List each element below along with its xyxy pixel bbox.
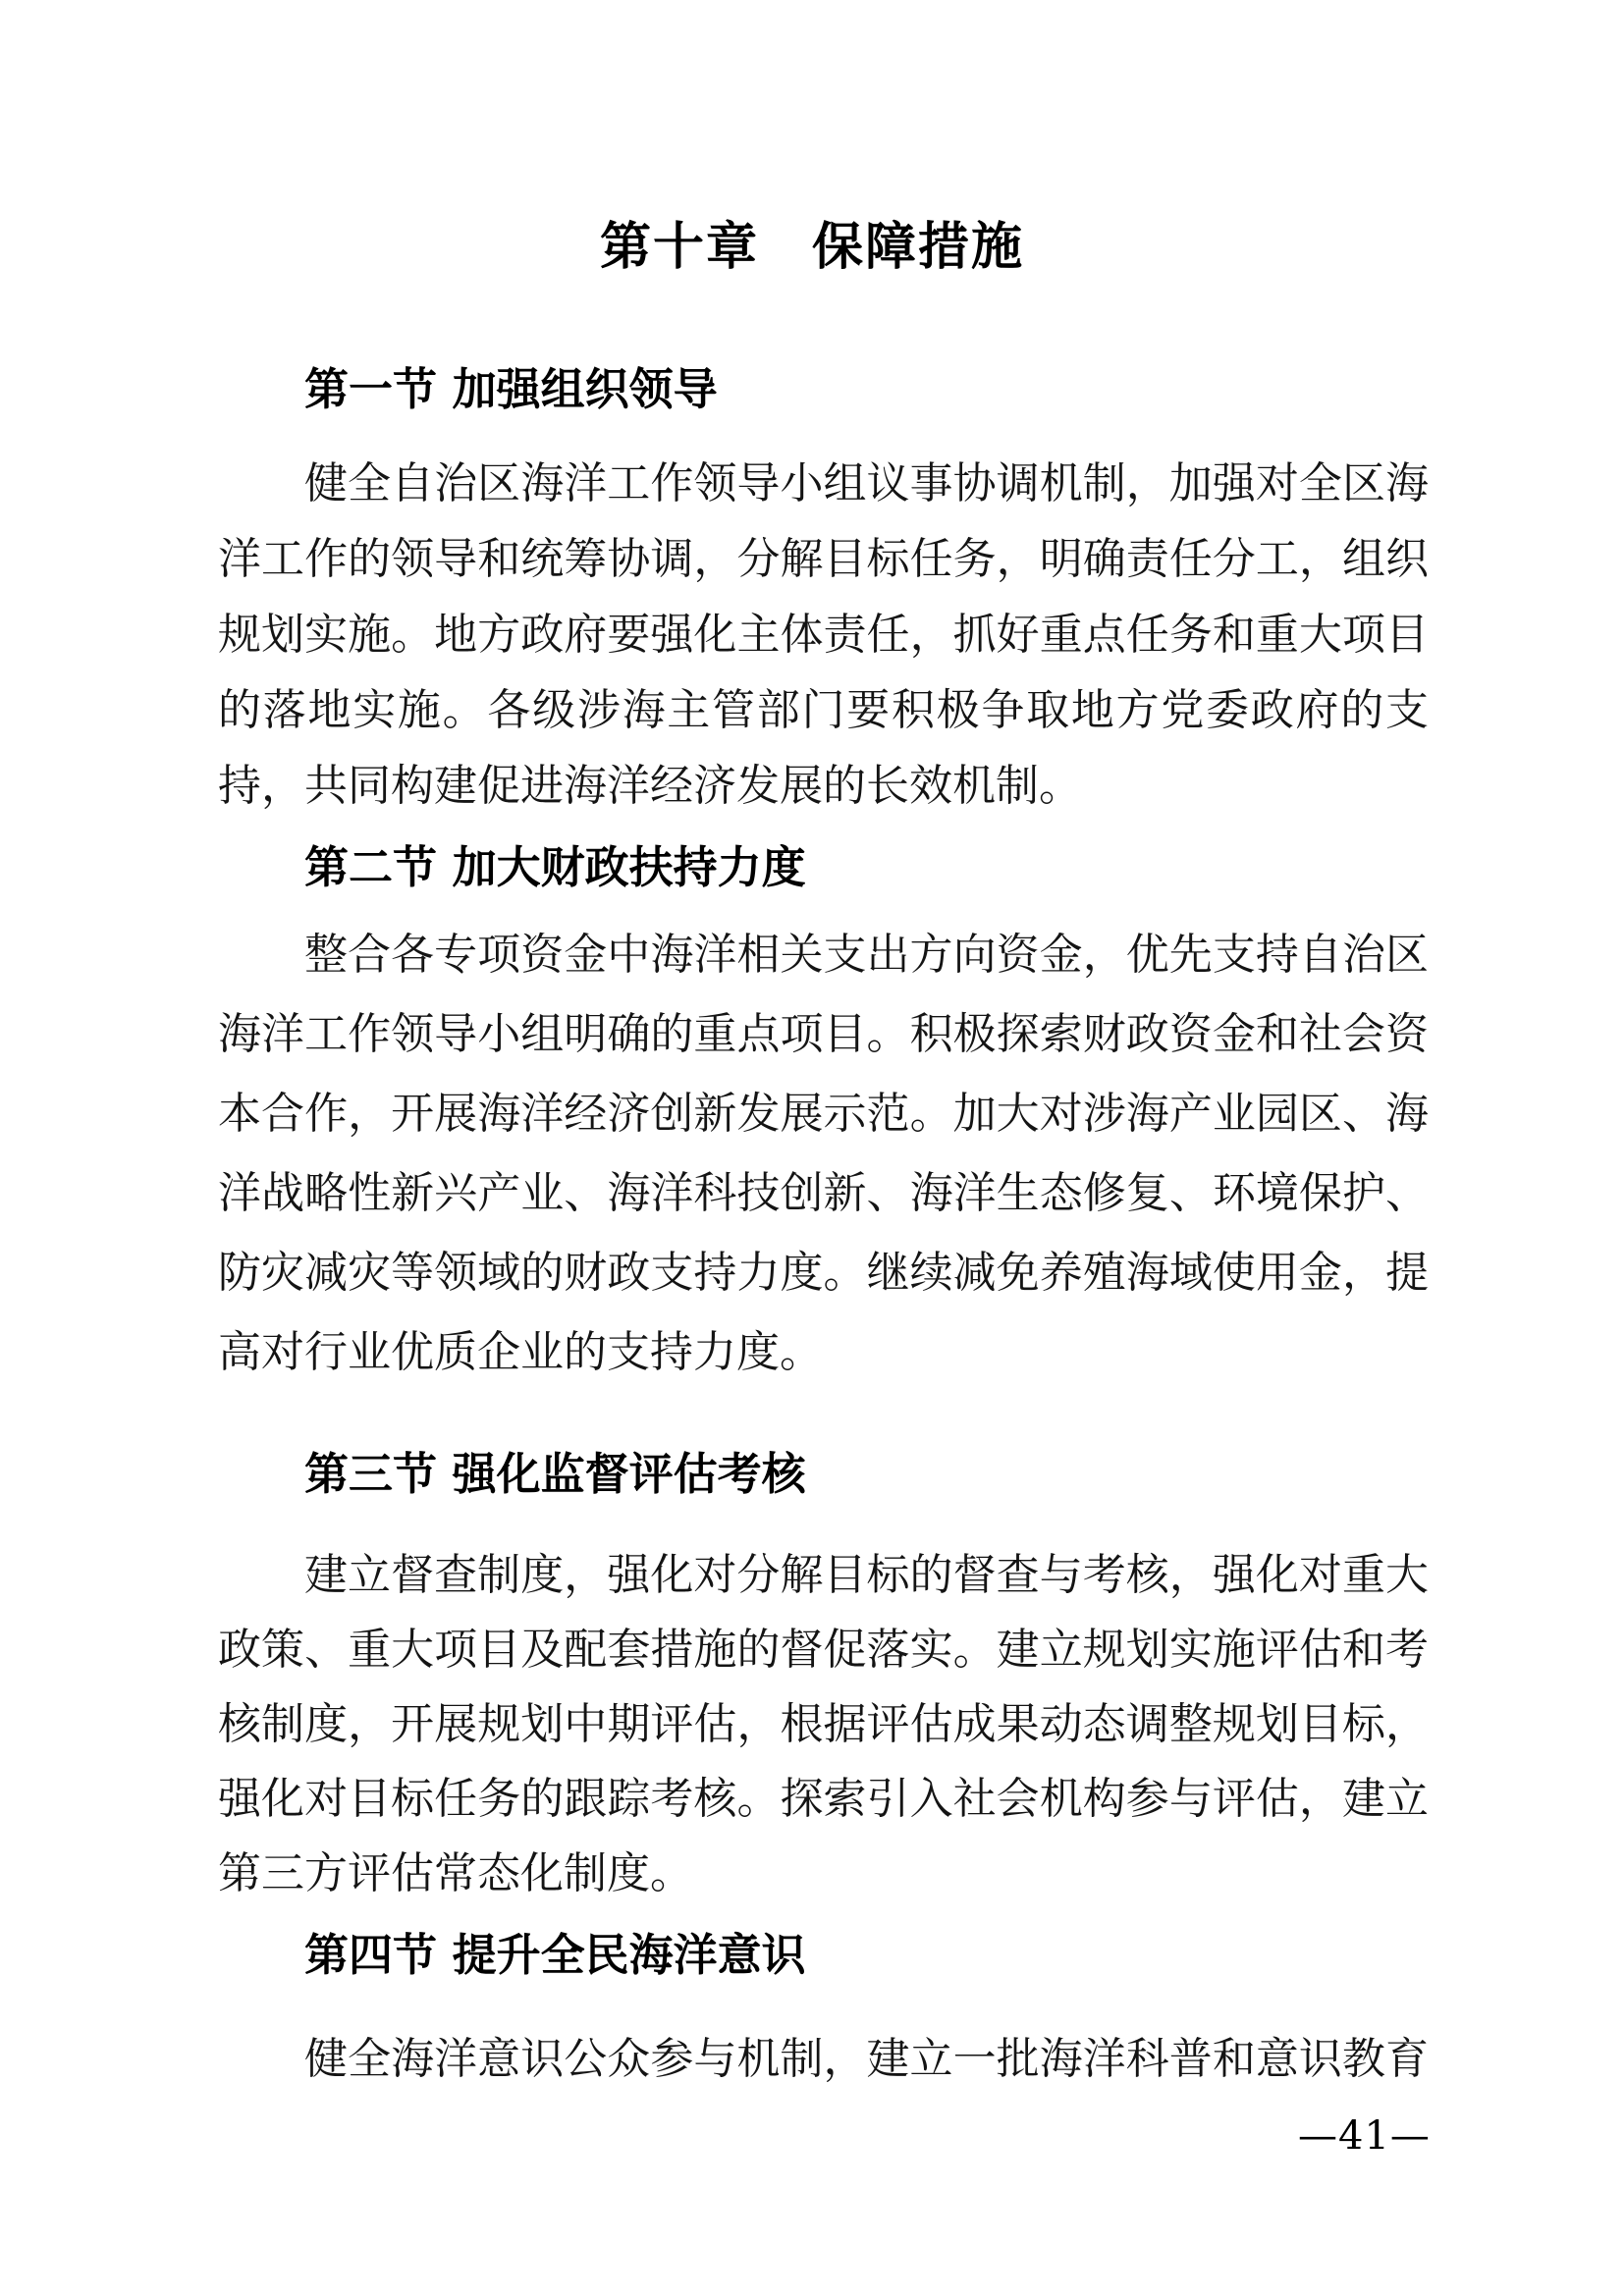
section-3-heading: 第三节 强化监督评估考核	[304, 1448, 806, 1500]
body-line: 持，共同构建促进海洋经济发展的长效机制。	[218, 761, 1082, 811]
body-line: 整合各专项资金中海洋相关支出方向资金，优先支持自治区	[304, 930, 1429, 980]
body-line: 政策、重大项目及配套措施的督促落实。建立规划实施评估和考	[218, 1625, 1429, 1675]
body-line: 健全自治区海洋工作领导小组议事协调机制，加强对全区海	[304, 458, 1429, 508]
section-4-paragraph	[218, 2021, 1429, 2097]
body-line: 强化对目标任务的跟踪考核。探索引入社会机构参与评估，建立	[218, 1774, 1429, 1824]
body-line: 洋战略性新兴产业、海洋科技创新、海洋生态修复、环境保护、	[218, 1168, 1429, 1218]
body-line: 的落地实施。各级涉海主管部门要积极争取地方党委政府的支	[218, 685, 1429, 735]
body-line: 建立督查制度，强化对分解目标的督查与考核，强化对重大	[304, 1550, 1429, 1600]
section-1-heading: 第一节 加强组织领导	[304, 363, 718, 415]
body-line: 防灾减灾等领域的财政支持力度。继续减免养殖海域使用金，提	[218, 1248, 1429, 1298]
body-line: 洋工作的领导和统筹协调，分解目标任务，明确责任分工，组织	[218, 534, 1429, 584]
section-2-paragraph	[218, 915, 1429, 1392]
body-line: 高对行业优质企业的支持力度。	[218, 1327, 823, 1377]
page-number: —41—	[1298, 2113, 1431, 2159]
body-line: 海洋工作领导小组明确的重点项目。积极探索财政资金和社会资	[218, 1009, 1429, 1059]
section-3-paragraph	[218, 1538, 1429, 1911]
chapter-title: 第十章 保障措施	[599, 217, 1024, 277]
body-line: 本合作，开展海洋经济创新发展示范。加大对涉海产业园区、海	[218, 1089, 1429, 1139]
body-line: 健全海洋意识公众参与机制，建立一批海洋科普和意识教育	[304, 2034, 1429, 2084]
body-line: 核制度，开展规划中期评估，根据评估成果动态调整规划目标，	[218, 1699, 1429, 1749]
section-4-heading: 第四节 提升全民海洋意识	[304, 1929, 806, 1981]
section-2-heading: 第二节 加大财政扶持力度	[304, 841, 806, 893]
body-line: 规划实施。地方政府要强化主体责任，抓好重点任务和重大项目	[218, 610, 1429, 660]
section-1-paragraph	[218, 446, 1429, 824]
body-line: 第三方评估常态化制度。	[218, 1848, 693, 1898]
